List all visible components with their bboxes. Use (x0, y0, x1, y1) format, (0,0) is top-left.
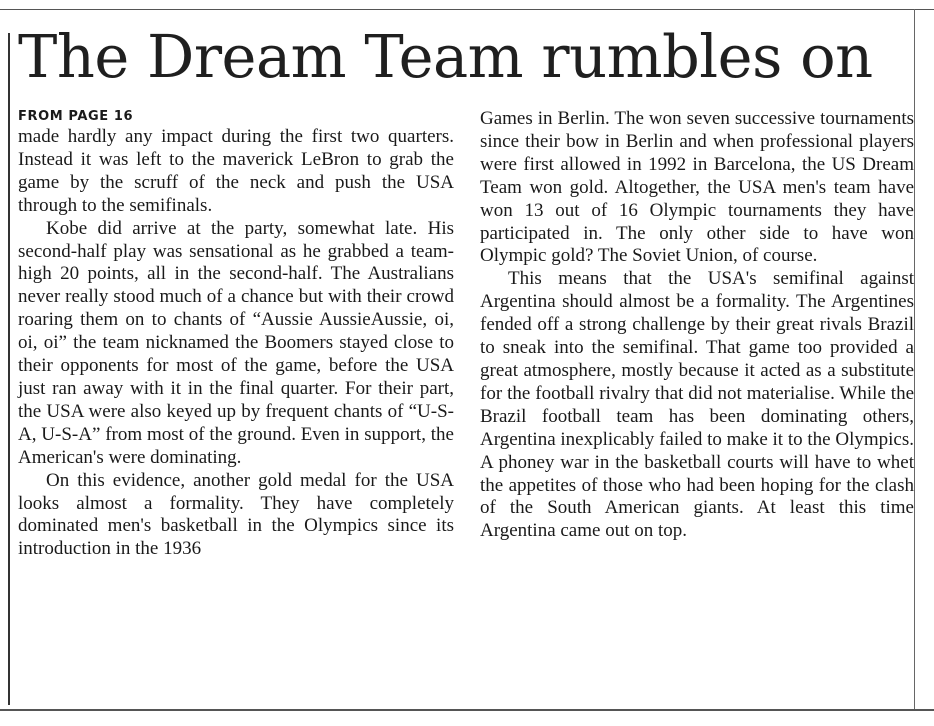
article-paragraph: On this evidence, another gold medal for the USA looks almost a formality. They have completely dominated men's basketball in the Olympics since its introduction in the 1936 (18, 469, 454, 560)
article-headline: The Dream Team rumbles on (18, 22, 873, 91)
right-border-rule (914, 9, 915, 709)
article-paragraph: Kobe did arrive at the party, somewhat late. His second-half play was sensational as he grabbed a team-high 20 points, all in the second-half. The Australians never really stood much of a chance but with their crowd roaring them on to chants of “Aussie AussieAussie, oi, oi, oi” the team nicknamed the Boomers stayed close to their opponents for most of the game, before the USA just ran away with it in the final quarter. For their part, the USA were also keyed up by frequent chants of “U-S-A, U-S-A” from most of the ground. Even in support, the American's were dominating. (18, 217, 454, 468)
article-paragraph: This means that the USA's semifinal against Argentina should almost be a formality. The Argentines fended off a strong challenge by their great rivals Brazil to sneak into the semifinal. That game too provided a great atmosphere, mostly because it acted as a substitute for the football rivalry that did not materialise. While the Brazil football team has been dominating others, Argentina inexplicably failed to make it to the Olympics. A phoney war in the basketball courts will have to whet the appetites of those who had been hoping for the clash of the South American giants. At least this time Argentina came out on top. (480, 268, 914, 542)
article-column-left (18, 108, 454, 561)
article-paragraph: Games in Berlin. The won seven successive tournaments since their bow in Berlin and when professional players were first allowed in 1992 in Barcelona, the US Dream Team won gold. Altogether, the USA men's team have won 13 out of 16 Olympic tournaments they have participated in. The only other side to have won Olympic gold? The Soviet Union, of course. (480, 108, 914, 267)
left-border-rule (8, 33, 10, 705)
continued-from-kicker: FROM PAGE 16 (18, 109, 134, 124)
bottom-border-rule (0, 709, 934, 711)
top-border-rule (0, 9, 934, 10)
article-column-right (480, 108, 914, 543)
article-paragraph: made hardly any impact during the first two quarters. Instead it was left to the maverick LeBron to grab the game by the scruff of the neck and push the USA through to the semifinals. (18, 126, 454, 216)
